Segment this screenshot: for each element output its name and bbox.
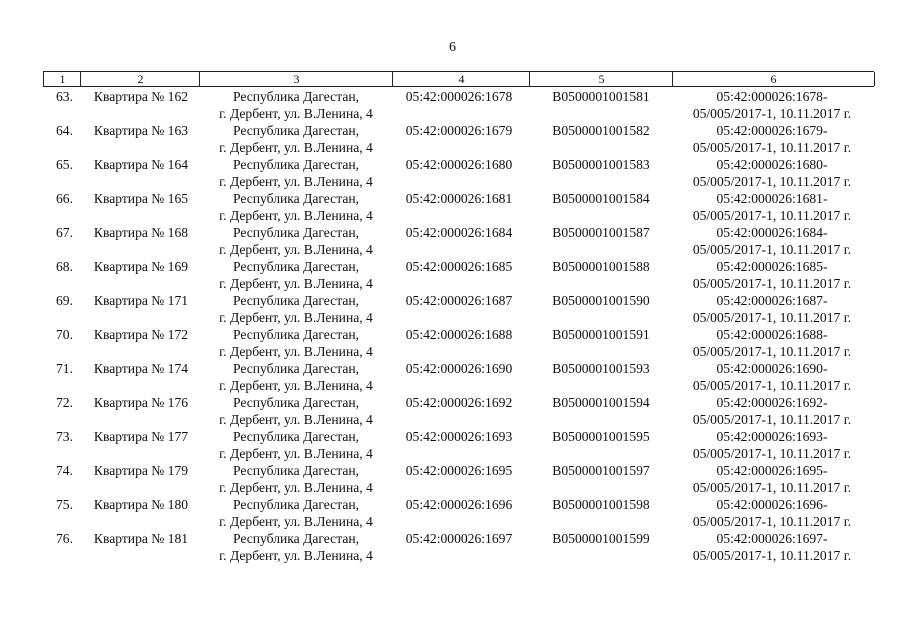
registration-ref-line-1: 05:42:000026:1696- bbox=[716, 497, 828, 512]
row-number: 73. bbox=[56, 429, 73, 444]
row-number: 70. bbox=[56, 327, 73, 342]
registration-ref-line-2: 05/005/2017-1, 10.11.2017 г. bbox=[692, 242, 852, 257]
registration-ref-line-2: 05/005/2017-1, 10.11.2017 г. bbox=[692, 548, 852, 563]
registry-number: B0500001001598 bbox=[552, 497, 650, 512]
apartment-name: Квартира № 172 bbox=[93, 327, 189, 342]
table-row bbox=[0, 190, 905, 224]
registration-ref-line-2: 05/005/2017-1, 10.11.2017 г. bbox=[692, 514, 852, 529]
table-row bbox=[0, 360, 905, 394]
apartment-name: Квартира № 163 bbox=[93, 123, 189, 138]
address-line-2: г. Дербент, ул. В.Ленина, 4 bbox=[219, 480, 373, 495]
cadastral-number: 05:42:000026:1692 bbox=[405, 395, 513, 410]
apartment-name: Квартира № 169 bbox=[93, 259, 189, 274]
address-line-1: Республика Дагестан, bbox=[232, 157, 360, 172]
row-number: 67. bbox=[56, 225, 73, 240]
address-line-2: г. Дербент, ул. В.Ленина, 4 bbox=[219, 174, 373, 189]
address-line-1: Республика Дагестан, bbox=[232, 327, 360, 342]
registration-ref-line-2: 05/005/2017-1, 10.11.2017 г. bbox=[692, 140, 852, 155]
row-number: 71. bbox=[56, 361, 73, 376]
header-col-6: 6 bbox=[672, 72, 875, 86]
address-line-2: г. Дербент, ул. В.Ленина, 4 bbox=[219, 140, 373, 155]
address-line-1: Республика Дагестан, bbox=[232, 463, 360, 478]
row-number: 75. bbox=[56, 497, 73, 512]
address-line-1: Республика Дагестан, bbox=[232, 259, 360, 274]
registration-ref-line-1: 05:42:000026:1685- bbox=[716, 259, 828, 274]
address-line-2: г. Дербент, ул. В.Ленина, 4 bbox=[219, 208, 373, 223]
registration-ref-line-1: 05:42:000026:1681- bbox=[716, 191, 828, 206]
address-line-2: г. Дербент, ул. В.Ленина, 4 bbox=[219, 106, 373, 121]
apartment-name: Квартира № 180 bbox=[93, 497, 189, 512]
apartment-name: Квартира № 171 bbox=[93, 293, 189, 308]
address-line-1: Республика Дагестан, bbox=[232, 191, 360, 206]
cadastral-number: 05:42:000026:1697 bbox=[405, 531, 513, 546]
page-number: 6 bbox=[449, 40, 456, 55]
registry-number: B0500001001591 bbox=[552, 327, 650, 342]
apartment-name: Квартира № 179 bbox=[93, 463, 189, 478]
cadastral-number: 05:42:000026:1681 bbox=[405, 191, 513, 206]
registration-ref-line-2: 05/005/2017-1, 10.11.2017 г. bbox=[692, 310, 852, 325]
address-line-2: г. Дербент, ул. В.Ленина, 4 bbox=[219, 548, 373, 563]
apartment-name: Квартира № 162 bbox=[93, 89, 189, 104]
row-number: 74. bbox=[56, 463, 73, 478]
registry-number: B0500001001581 bbox=[552, 89, 650, 104]
registration-ref-line-1: 05:42:000026:1695- bbox=[716, 463, 828, 478]
cadastral-number: 05:42:000026:1687 bbox=[405, 293, 513, 308]
table-row bbox=[0, 530, 905, 564]
registration-ref-line-1: 05:42:000026:1692- bbox=[716, 395, 828, 410]
registration-ref-line-1: 05:42:000026:1697- bbox=[716, 531, 828, 546]
table-row bbox=[0, 88, 905, 122]
address-line-2: г. Дербент, ул. В.Ленина, 4 bbox=[219, 446, 373, 461]
registry-number: B0500001001587 bbox=[552, 225, 650, 240]
registration-ref-line-2: 05/005/2017-1, 10.11.2017 г. bbox=[692, 412, 852, 427]
registration-ref-line-1: 05:42:000026:1680- bbox=[716, 157, 828, 172]
table-row bbox=[0, 326, 905, 360]
apartment-name: Квартира № 176 bbox=[93, 395, 189, 410]
table-row bbox=[0, 394, 905, 428]
cadastral-number: 05:42:000026:1695 bbox=[405, 463, 513, 478]
row-number: 65. bbox=[56, 157, 73, 172]
registration-ref-line-2: 05/005/2017-1, 10.11.2017 г. bbox=[692, 276, 852, 291]
table-body bbox=[0, 88, 905, 564]
registry-number: B0500001001582 bbox=[552, 123, 650, 138]
address-line-2: г. Дербент, ул. В.Ленина, 4 bbox=[219, 344, 373, 359]
registration-ref-line-2: 05/005/2017-1, 10.11.2017 г. bbox=[692, 174, 852, 189]
cadastral-number: 05:42:000026:1679 bbox=[405, 123, 513, 138]
table-row bbox=[0, 462, 905, 496]
address-line-1: Республика Дагестан, bbox=[232, 497, 360, 512]
address-line-2: г. Дербент, ул. В.Ленина, 4 bbox=[219, 378, 373, 393]
header-col-3: 3 bbox=[199, 72, 393, 86]
cadastral-number: 05:42:000026:1685 bbox=[405, 259, 513, 274]
row-number: 76. bbox=[56, 531, 73, 546]
address-line-1: Республика Дагестан, bbox=[232, 429, 360, 444]
registration-ref-line-1: 05:42:000026:1687- bbox=[716, 293, 828, 308]
table-row bbox=[0, 428, 905, 462]
apartment-name: Квартира № 165 bbox=[93, 191, 189, 206]
address-line-2: г. Дербент, ул. В.Ленина, 4 bbox=[219, 412, 373, 427]
row-number: 69. bbox=[56, 293, 73, 308]
table-row bbox=[0, 496, 905, 530]
table-row bbox=[0, 156, 905, 190]
address-line-1: Республика Дагестан, bbox=[232, 361, 360, 376]
address-line-1: Республика Дагестан, bbox=[232, 225, 360, 240]
address-line-2: г. Дербент, ул. В.Ленина, 4 bbox=[219, 276, 373, 291]
registration-ref-line-1: 05:42:000026:1688- bbox=[716, 327, 828, 342]
address-line-2: г. Дербент, ул. В.Ленина, 4 bbox=[219, 310, 373, 325]
registration-ref-line-2: 05/005/2017-1, 10.11.2017 г. bbox=[692, 378, 852, 393]
table-row bbox=[0, 122, 905, 156]
row-number: 63. bbox=[56, 89, 73, 104]
apartment-name: Квартира № 181 bbox=[93, 531, 189, 546]
registration-ref-line-2: 05/005/2017-1, 10.11.2017 г. bbox=[692, 344, 852, 359]
cadastral-number: 05:42:000026:1688 bbox=[405, 327, 513, 342]
cadastral-number: 05:42:000026:1690 bbox=[405, 361, 513, 376]
table-row bbox=[0, 224, 905, 258]
registration-ref-line-2: 05/005/2017-1, 10.11.2017 г. bbox=[692, 208, 852, 223]
registry-number: B0500001001594 bbox=[552, 395, 650, 410]
cadastral-number: 05:42:000026:1680 bbox=[405, 157, 513, 172]
apartment-name: Квартира № 164 bbox=[93, 157, 189, 172]
header-col-4: 4 bbox=[392, 72, 530, 86]
registration-ref-line-1: 05:42:000026:1679- bbox=[716, 123, 828, 138]
registry-number: B0500001001593 bbox=[552, 361, 650, 376]
cadastral-number: 05:42:000026:1684 bbox=[405, 225, 513, 240]
cadastral-number: 05:42:000026:1678 bbox=[405, 89, 513, 104]
header-col-2: 2 bbox=[80, 72, 200, 86]
registration-ref-line-1: 05:42:000026:1678- bbox=[716, 89, 828, 104]
address-line-2: г. Дербент, ул. В.Ленина, 4 bbox=[219, 514, 373, 529]
registration-ref-line-1: 05:42:000026:1693- bbox=[716, 429, 828, 444]
registry-number: B0500001001597 bbox=[552, 463, 650, 478]
registration-ref-line-1: 05:42:000026:1684- bbox=[716, 225, 828, 240]
registry-number: B0500001001584 bbox=[552, 191, 650, 206]
apartment-name: Квартира № 177 bbox=[93, 429, 189, 444]
registry-number: B0500001001599 bbox=[552, 531, 650, 546]
row-number: 64. bbox=[56, 123, 73, 138]
address-line-2: г. Дербент, ул. В.Ленина, 4 bbox=[219, 242, 373, 257]
registry-number: B0500001001583 bbox=[552, 157, 650, 172]
registration-ref-line-1: 05:42:000026:1690- bbox=[716, 361, 828, 376]
cadastral-number: 05:42:000026:1696 bbox=[405, 497, 513, 512]
registry-number: B0500001001588 bbox=[552, 259, 650, 274]
registration-ref-line-2: 05/005/2017-1, 10.11.2017 г. bbox=[692, 446, 852, 461]
table-row bbox=[0, 258, 905, 292]
cadastral-number: 05:42:000026:1693 bbox=[405, 429, 513, 444]
address-line-1: Республика Дагестан, bbox=[232, 89, 360, 104]
registry-number: B0500001001590 bbox=[552, 293, 650, 308]
registry-number: B0500001001595 bbox=[552, 429, 650, 444]
row-number: 72. bbox=[56, 395, 73, 410]
row-number: 66. bbox=[56, 191, 73, 206]
address-line-1: Республика Дагестан, bbox=[232, 395, 360, 410]
apartment-name: Квартира № 174 bbox=[93, 361, 189, 376]
table-header bbox=[43, 71, 874, 87]
address-line-1: Республика Дагестан, bbox=[232, 531, 360, 546]
row-number: 68. bbox=[56, 259, 73, 274]
header-col-1: 1 bbox=[43, 72, 81, 86]
header-col-5: 5 bbox=[529, 72, 673, 86]
address-line-1: Республика Дагестан, bbox=[232, 123, 360, 138]
registration-ref-line-2: 05/005/2017-1, 10.11.2017 г. bbox=[692, 106, 852, 121]
registration-ref-line-2: 05/005/2017-1, 10.11.2017 г. bbox=[692, 480, 852, 495]
apartment-name: Квартира № 168 bbox=[93, 225, 189, 240]
address-line-1: Республика Дагестан, bbox=[232, 293, 360, 308]
table-row bbox=[0, 292, 905, 326]
